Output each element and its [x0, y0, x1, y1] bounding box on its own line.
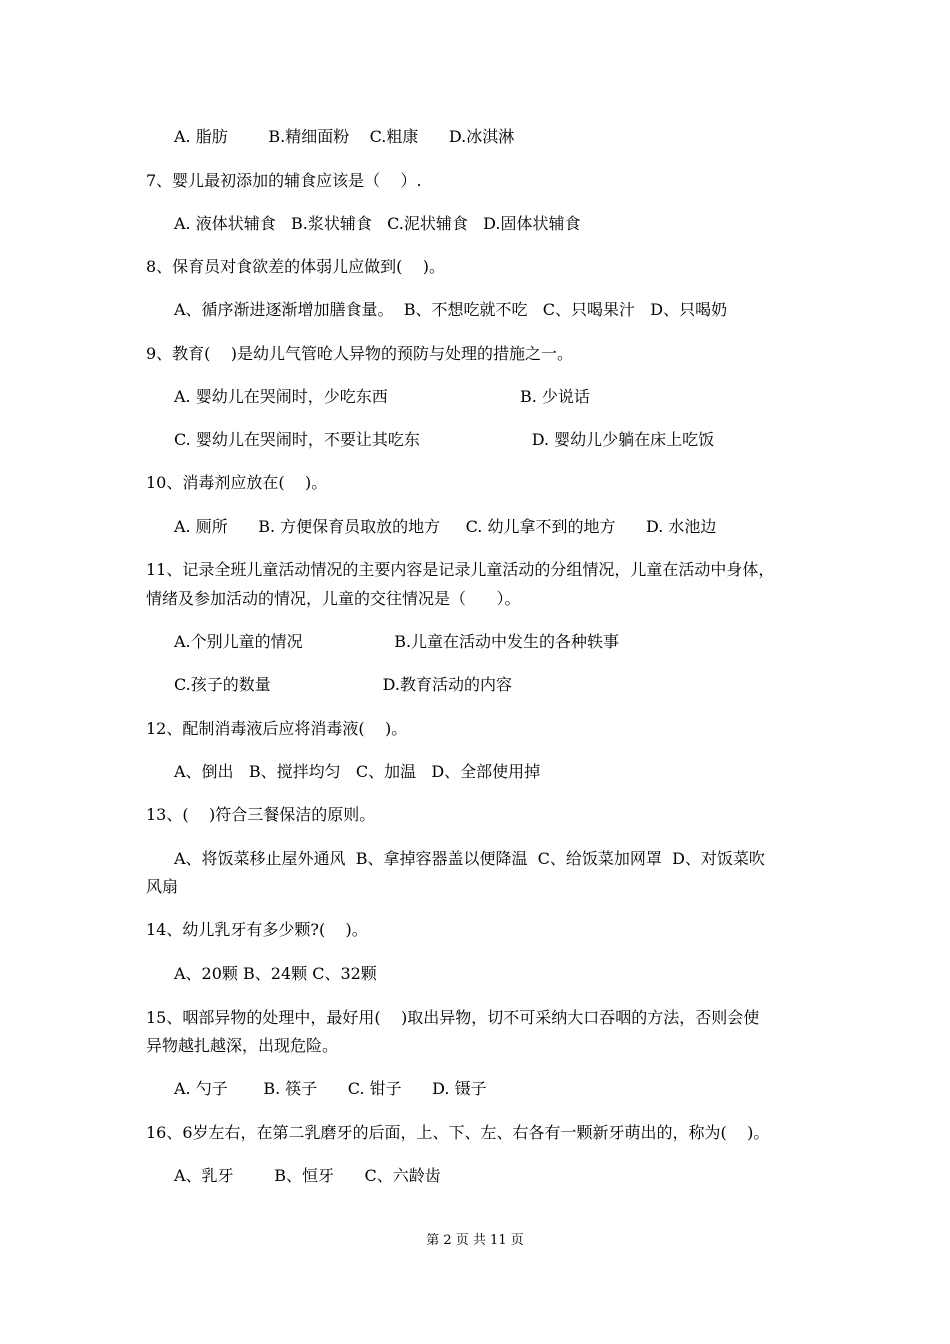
q7-options: A. 液体状辅食 B.浆状辅食 C.泥状辅食 D.固体状辅食 — [174, 214, 581, 233]
q13-options-line2: 风扇 — [146, 877, 179, 896]
q11-options-row1: A.个别儿童的情况 B.儿童在活动中发生的各种轶事 — [174, 632, 620, 651]
q11-options-row2: C.孩子的数量 D.教育活动的内容 — [174, 675, 512, 694]
q13-options-line1: A、将饭菜移止屋外通风 B、拿掉容器盖以便降温 C、给饭菜加网罩 D、对饭菜吹 — [174, 849, 765, 868]
q9-options-row1: A. 婴幼儿在哭闹时，少吃东西 B. 少说话 — [174, 387, 590, 406]
page-number-footer: 第 2 页 共 11 页 — [426, 1233, 524, 1248]
q14-options: A、20颗 B、24颗 C、32颗 — [174, 964, 377, 983]
q13-stem: 13、( )符合三餐保洁的原则。 — [146, 805, 376, 824]
q9-stem: 9、教育( )是幼儿气管呛人异物的预防与处理的措施之一。 — [146, 344, 574, 363]
q10-stem: 10、消毒剂应放在( )。 — [146, 473, 328, 492]
q11-stem-line1: 11、记录全班儿童活动情况的主要内容是记录儿童活动的分组情况，儿童在活动中身体， — [146, 560, 775, 579]
q16-options: A、乳牙 B、恒牙 C、六龄齿 — [174, 1166, 441, 1185]
q15-options: A. 勺子 B. 筷子 C. 钳子 D. 镊子 — [174, 1079, 487, 1098]
q8-options: A、循序渐进逐渐增加膳食量。 B、不想吃就不吃 C、只喝果汁 D、只喝奶 — [174, 300, 728, 319]
q15-stem-line2: 异物越扎越深，出现危险。 — [146, 1036, 339, 1055]
q7-stem: 7、婴儿最初添加的辅食应该是（ ）. — [146, 171, 422, 190]
q16-stem: 16、6岁左右，在第二乳磨牙的后面，上、下、左、右各有一颗新牙萌出的，称为( )。 — [146, 1123, 770, 1142]
q11-stem-line2: 情绪及参加活动的情况，儿童的交往情况是（ ）。 — [146, 589, 521, 608]
q6-options: A. 脂肪 B.精细面粉 C.粗康 D.冰淇淋 — [174, 127, 515, 146]
q12-options: A、倒出 B、搅拌均匀 C、加温 D、全部使用掉 — [174, 762, 541, 781]
q9-options-row2: C. 婴幼儿在哭闹时，不要让其吃东 D. 婴幼儿少躺在床上吃饭 — [174, 430, 715, 449]
q14-stem: 14、幼儿乳牙有多少颗?( )。 — [146, 920, 368, 939]
q12-stem: 12、配制消毒液后应将消毒液( )。 — [146, 719, 408, 738]
q8-stem: 8、保育员对食欲差的体弱儿应做到( )。 — [146, 257, 446, 276]
q10-options: A. 厕所 B. 方便保育员取放的地方 C. 幼儿拿不到的地方 D. 水池边 — [174, 517, 717, 536]
q15-stem-line1: 15、咽部异物的处理中，最好用( )取出异物，切不可采纳大口吞咽的方法，否则会使 — [146, 1008, 760, 1027]
